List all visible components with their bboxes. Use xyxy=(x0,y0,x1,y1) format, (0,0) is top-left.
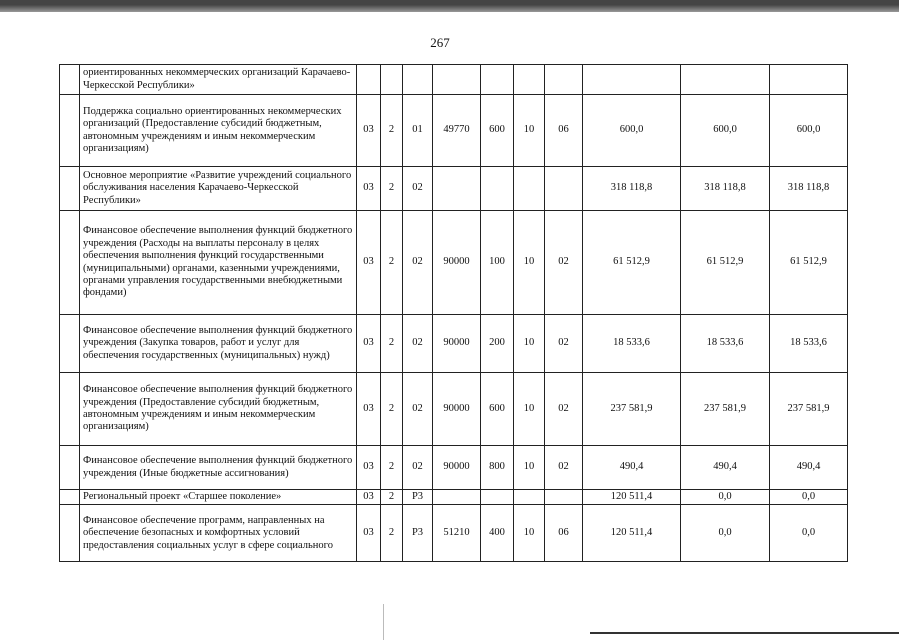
code-cell-c4 xyxy=(433,65,481,95)
amount-cell-v2: 0,0 xyxy=(681,505,770,562)
row-number-cell xyxy=(60,373,80,446)
code-cell-c5: 400 xyxy=(481,505,514,562)
code-cell-c2: 2 xyxy=(381,490,403,505)
code-cell-c2: 2 xyxy=(381,505,403,562)
amount-cell-v3: 490,4 xyxy=(770,446,848,490)
amount-cell-v3: 318 118,8 xyxy=(770,167,848,211)
code-cell-c1: 03 xyxy=(357,211,381,315)
code-cell-c2: 2 xyxy=(381,315,403,373)
amount-cell-v2: 0,0 xyxy=(681,490,770,505)
amount-cell-v3: 0,0 xyxy=(770,490,848,505)
code-cell-c4: 90000 xyxy=(433,446,481,490)
amount-cell-v2: 318 118,8 xyxy=(681,167,770,211)
code-cell-c3: 02 xyxy=(403,211,433,315)
scan-bottom-edge xyxy=(590,632,899,634)
table-row xyxy=(60,446,848,490)
code-cell-c6 xyxy=(514,65,545,95)
amount-cell-v3: 61 512,9 xyxy=(770,211,848,315)
code-cell-c7: 02 xyxy=(545,446,583,490)
amount-cell-v1: 18 533,6 xyxy=(583,315,681,373)
amount-cell-v1: 600,0 xyxy=(583,95,681,167)
amount-cell-v3: 18 533,6 xyxy=(770,315,848,373)
page-number: 267 xyxy=(430,35,450,50)
code-cell-c3: P3 xyxy=(403,505,433,562)
code-cell-c2: 2 xyxy=(381,446,403,490)
table-row xyxy=(60,373,848,446)
amount-cell-v1: 318 118,8 xyxy=(583,167,681,211)
code-cell-c6: 10 xyxy=(514,373,545,446)
code-cell-c2: 2 xyxy=(381,167,403,211)
code-cell-c7: 06 xyxy=(545,505,583,562)
table-row xyxy=(60,95,848,167)
code-cell-c6: 10 xyxy=(514,315,545,373)
scan-top-edge xyxy=(0,0,899,12)
amount-cell-v1: 237 581,9 xyxy=(583,373,681,446)
amount-cell-v1 xyxy=(583,65,681,95)
amount-cell-v2: 600,0 xyxy=(681,95,770,167)
item-name-cell: Основное мероприятие «Развитие учреждений социального обслуживания населения Карачаево-Черкесской Республики» xyxy=(80,167,357,211)
row-number-cell xyxy=(60,490,80,505)
code-cell-c2: 2 xyxy=(381,95,403,167)
code-cell-c5 xyxy=(481,167,514,211)
amount-cell-v1: 120 511,4 xyxy=(583,490,681,505)
code-cell-c3: 02 xyxy=(403,315,433,373)
amount-cell-v1: 490,4 xyxy=(583,446,681,490)
item-name-cell: Поддержка социально ориентированных некоммерческих организаций (Предоставление субсидий бюджетным, автономным учреждениям и иным некоммерческим организациям) xyxy=(80,95,357,167)
code-cell-c6: 10 xyxy=(514,211,545,315)
code-cell-c1: 03 xyxy=(357,490,381,505)
code-cell-c1: 03 xyxy=(357,95,381,167)
code-cell-c3: 02 xyxy=(403,373,433,446)
code-cell-c5: 200 xyxy=(481,315,514,373)
code-cell-c4 xyxy=(433,167,481,211)
code-cell-c6: 10 xyxy=(514,505,545,562)
code-cell-c6: 10 xyxy=(514,446,545,490)
amount-cell-v3 xyxy=(770,65,848,95)
amount-cell-v2: 237 581,9 xyxy=(681,373,770,446)
code-cell-c1: 03 xyxy=(357,315,381,373)
amount-cell-v1: 61 512,9 xyxy=(583,211,681,315)
code-cell-c4 xyxy=(433,490,481,505)
code-cell-c6: 10 xyxy=(514,95,545,167)
code-cell-c2: 2 xyxy=(381,373,403,446)
amount-cell-v2: 18 533,6 xyxy=(681,315,770,373)
row-number-cell xyxy=(60,505,80,562)
code-cell-c7: 02 xyxy=(545,211,583,315)
code-cell-c1: 03 xyxy=(357,505,381,562)
item-name-cell: Финансовое обеспечение выполнения функций бюджетного учреждения (Предоставление субсидий бюджетным, автономным учреждениям и иным некоммерческим организациям) xyxy=(80,373,357,446)
code-cell-c6 xyxy=(514,167,545,211)
code-cell-c7 xyxy=(545,167,583,211)
table-row xyxy=(60,167,848,211)
code-cell-c7 xyxy=(545,65,583,95)
table-row xyxy=(60,490,848,505)
code-cell-c7: 06 xyxy=(545,95,583,167)
item-name-cell: Финансовое обеспечение выполнения функций бюджетного учреждения (Расходы на выплаты персоналу в целях обеспечения выполнения функций государственными (муниципальными) органами, казенными учреждениями, органами управления государственными внебюджетными фондами) xyxy=(80,211,357,315)
code-cell-c1 xyxy=(357,65,381,95)
code-cell-c7 xyxy=(545,490,583,505)
code-cell-c7: 02 xyxy=(545,315,583,373)
row-number-cell xyxy=(60,65,80,95)
amount-cell-v2: 490,4 xyxy=(681,446,770,490)
code-cell-c3 xyxy=(403,65,433,95)
code-cell-c5 xyxy=(481,490,514,505)
table-row xyxy=(60,211,848,315)
code-cell-c5 xyxy=(481,65,514,95)
code-cell-c4: 90000 xyxy=(433,315,481,373)
code-cell-c1: 03 xyxy=(357,373,381,446)
code-cell-c5: 600 xyxy=(481,95,514,167)
amount-cell-v3: 600,0 xyxy=(770,95,848,167)
code-cell-c3: 02 xyxy=(403,167,433,211)
item-name-cell: Финансовое обеспечение программ, направленных на обеспечение безопасных и комфортных условий предоставления социальных услуг в сфере социального xyxy=(80,505,357,562)
code-cell-c3: P3 xyxy=(403,490,433,505)
row-number-cell xyxy=(60,95,80,167)
item-name-cell: Региональный проект «Старшее поколение» xyxy=(80,490,357,505)
code-cell-c4: 49770 xyxy=(433,95,481,167)
table-row xyxy=(60,505,848,562)
budget-table xyxy=(59,64,848,562)
item-name-cell: Финансовое обеспечение выполнения функций бюджетного учреждения (Закупка товаров, работ и услуг для обеспечения государственных (муниципальных) нужд) xyxy=(80,315,357,373)
code-cell-c4: 90000 xyxy=(433,373,481,446)
row-number-cell xyxy=(60,167,80,211)
code-cell-c2 xyxy=(381,65,403,95)
amount-cell-v3: 237 581,9 xyxy=(770,373,848,446)
code-cell-c1: 03 xyxy=(357,446,381,490)
amount-cell-v2 xyxy=(681,65,770,95)
item-name-cell: Финансовое обеспечение выполнения функций бюджетного учреждения (Иные бюджетные ассигнования) xyxy=(80,446,357,490)
code-cell-c5: 800 xyxy=(481,446,514,490)
row-number-cell xyxy=(60,446,80,490)
code-cell-c5: 100 xyxy=(481,211,514,315)
amount-cell-v1: 120 511,4 xyxy=(583,505,681,562)
code-cell-c5: 600 xyxy=(481,373,514,446)
code-cell-c2: 2 xyxy=(381,211,403,315)
table-row xyxy=(60,65,848,95)
scan-mark xyxy=(383,604,384,640)
code-cell-c7: 02 xyxy=(545,373,583,446)
row-number-cell xyxy=(60,315,80,373)
code-cell-c3: 02 xyxy=(403,446,433,490)
amount-cell-v2: 61 512,9 xyxy=(681,211,770,315)
code-cell-c4: 51210 xyxy=(433,505,481,562)
table-row xyxy=(60,315,848,373)
row-number-cell xyxy=(60,211,80,315)
amount-cell-v3: 0,0 xyxy=(770,505,848,562)
code-cell-c4: 90000 xyxy=(433,211,481,315)
code-cell-c1: 03 xyxy=(357,167,381,211)
code-cell-c3: 01 xyxy=(403,95,433,167)
code-cell-c6 xyxy=(514,490,545,505)
item-name-cell: ориентированных некоммерческих организаций Карачаево-Черкесской Республики» xyxy=(80,65,357,95)
